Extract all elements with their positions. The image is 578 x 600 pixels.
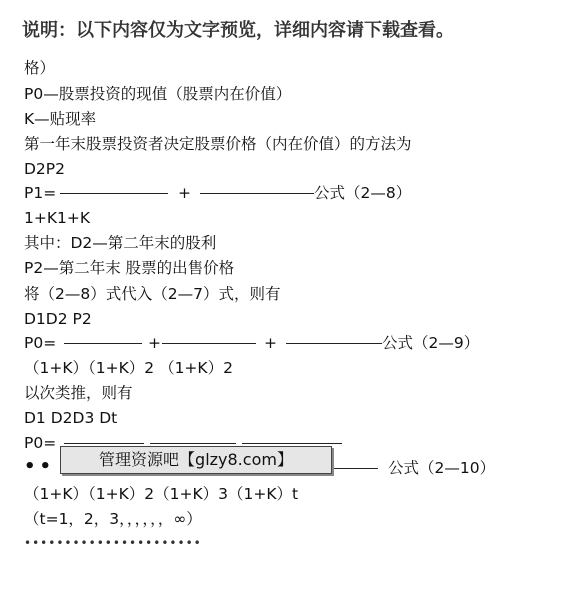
formula-p0-label: P0= bbox=[24, 434, 57, 452]
fraction-bar bbox=[242, 443, 342, 444]
plus-sign: + bbox=[178, 184, 191, 202]
text-line: P0—股票投资的现值（股票内在价值） bbox=[24, 85, 292, 103]
fraction-bar bbox=[64, 343, 142, 344]
formula-p1-label: P1= bbox=[24, 184, 57, 202]
formula-label: 公式（2—9） bbox=[382, 334, 480, 352]
text-line: D1 D2D3 Dt bbox=[24, 409, 118, 427]
text-line: 第一年末股票投资者决定股票价格（内在价值）的方法为 bbox=[24, 135, 412, 153]
fraction-bar bbox=[286, 343, 382, 344]
preview-notice: 说明：以下内容仅为文字预览，详细内容请下载查看。 bbox=[22, 20, 454, 41]
formula-label: 公式（2—10） bbox=[388, 459, 496, 477]
fraction-bar bbox=[200, 193, 314, 194]
text-line: 格） bbox=[24, 59, 56, 77]
fraction-bar bbox=[64, 443, 144, 444]
text-line: （1+K）（1+K）2（1+K）3（1+K）t bbox=[24, 485, 299, 503]
fraction-bar bbox=[150, 443, 236, 444]
fraction-bar bbox=[332, 468, 378, 469]
plus-sign: + bbox=[148, 334, 161, 352]
watermark-banner: 管理资源吧【glzy8.com】 bbox=[60, 446, 332, 474]
formula-p0-label: P0= bbox=[24, 334, 57, 352]
text-line: 其中：D2—第二年末的股利 bbox=[24, 234, 217, 252]
text-line: 将（2—8）式代入（2—7）式，则有 bbox=[24, 285, 281, 303]
ellipsis-dots: •• bbox=[24, 456, 56, 477]
text-line: （1+K）（1+K）2 （1+K）2 bbox=[24, 359, 233, 377]
text-line: K—贴现率 bbox=[24, 110, 97, 128]
text-line: 1+K1+K bbox=[24, 209, 91, 227]
plus-sign: + bbox=[264, 334, 277, 352]
text-line: D1D2 P2 bbox=[24, 310, 92, 328]
formula-label: 公式（2—8） bbox=[314, 184, 412, 202]
fraction-bar bbox=[162, 343, 256, 344]
text-line: P2—第二年末 股票的出售价格 bbox=[24, 259, 235, 277]
text-line: D2P2 bbox=[24, 160, 66, 178]
text-line: 以次类推，则有 bbox=[24, 384, 133, 402]
truncation-dots: •••••••••••••••••••••• bbox=[24, 536, 202, 550]
text-line: （t=1，2，3，，，，，，∞） bbox=[24, 510, 202, 528]
fraction-bar bbox=[60, 193, 168, 194]
